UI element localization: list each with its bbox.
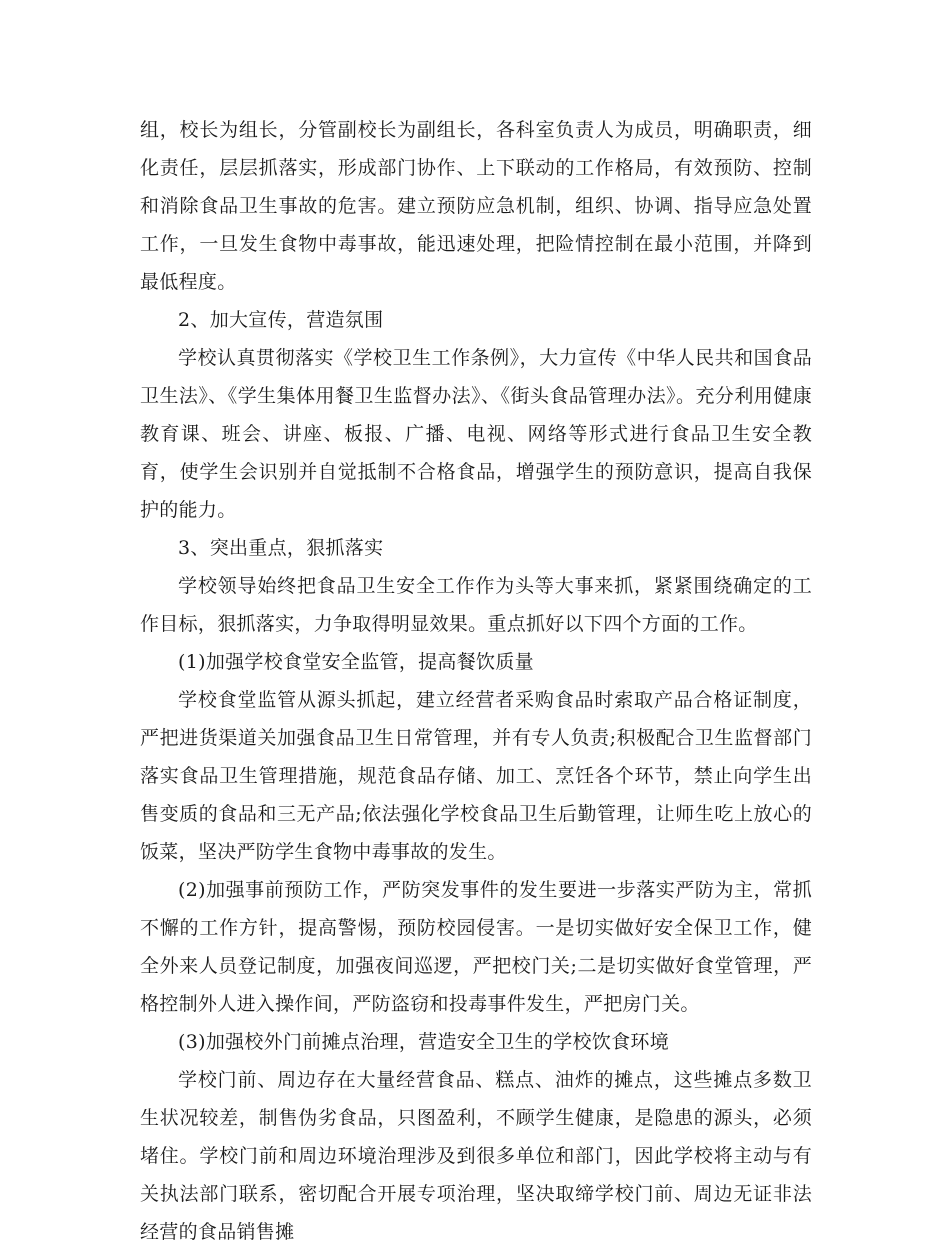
paragraph-prevention: (2)加强事前预防工作，严防突发事件的发生要进一步落实严防为主，常抓不懈的工作方针，提高警惕，预防校园侵害。一是切实做好安全保卫工作，健全外来人员登记制度，加强夜间巡逻，严把校门关;二是切实做好食堂管理，严格控制外人进入操作间，严防盗窃和投毒事件发生，严把房门关。: [140, 879, 812, 1015]
document-body: [140, 111, 812, 1251]
paragraph-canteen: 学校食堂监管从源头抓起，建立经营者采购食品时索取产品合格证制度，严把进货渠道关加强食品卫生日常管理，并有专人负责;积极配合卫生监督部门落实食品卫生管理措施，规范食品存储、加工、烹饪各个环节，禁止向学生出售变质的食品和三无产品;依法强化学校食品卫生后勤管理，让师生吃上放心的饭菜，坚决严防学生食物中毒事故的发生。: [140, 689, 812, 863]
heading-key-points: 3、突出重点，狠抓落实: [178, 537, 384, 559]
heading-publicity: 2、加大宣传，营造氛围: [178, 309, 384, 331]
paragraph-key-points: 学校领导始终把食品卫生安全工作作为头等大事来抓，紧紧围绕确定的工作目标，狠抓落实，力争取得明显效果。重点抓好以下四个方面的工作。: [140, 575, 812, 635]
paragraph-vendors: 学校门前、周边存在大量经营食品、糕点、油炸的摊点，这些摊点多数卫生状况较差，制售伪劣食品，只图盈利，不顾学生健康，是隐患的源头，必须堵住。学校门前和周边环境治理涉及到很多单位和部门，因此学校将主动与有关执法部门联系，密切配合开展专项治理，坚决取缔学校门前、周边无证非法经营的食品销售摊: [140, 1069, 812, 1243]
subheading-vendors: (3)加强校外门前摊点治理，营造安全卫生的学校饮食环境: [178, 1031, 670, 1053]
subheading-canteen: (1)加强学校食堂安全监管，提高餐饮质量: [178, 651, 534, 673]
paragraph-publicity: 学校认真贯彻落实《学校卫生工作条例》，大力宣传《中华人民共和国食品卫生法》、《学生集体用餐卫生监督办法》、《街头食品管理办法》。充分利用健康教育课、班会、讲座、板报、广播、电视、网络等形式进行食品卫生安全教育，使学生会识别并自觉抵制不合格食品，增强学生的预防意识，提高自我保护的能力。: [140, 347, 812, 521]
paragraph-continuation: 组，校长为组长，分管副校长为副组长，各科室负责人为成员，明确职责，细化责任，层层抓落实，形成部门协作、上下联动的工作格局，有效预防、控制和消除食品卫生事故的危害。建立预防应急机制，组织、协调、指导应急处置工作，一旦发生食物中毒事故，能迅速处理，把险情控制在最小范围，并降到最低程度。: [140, 119, 812, 293]
